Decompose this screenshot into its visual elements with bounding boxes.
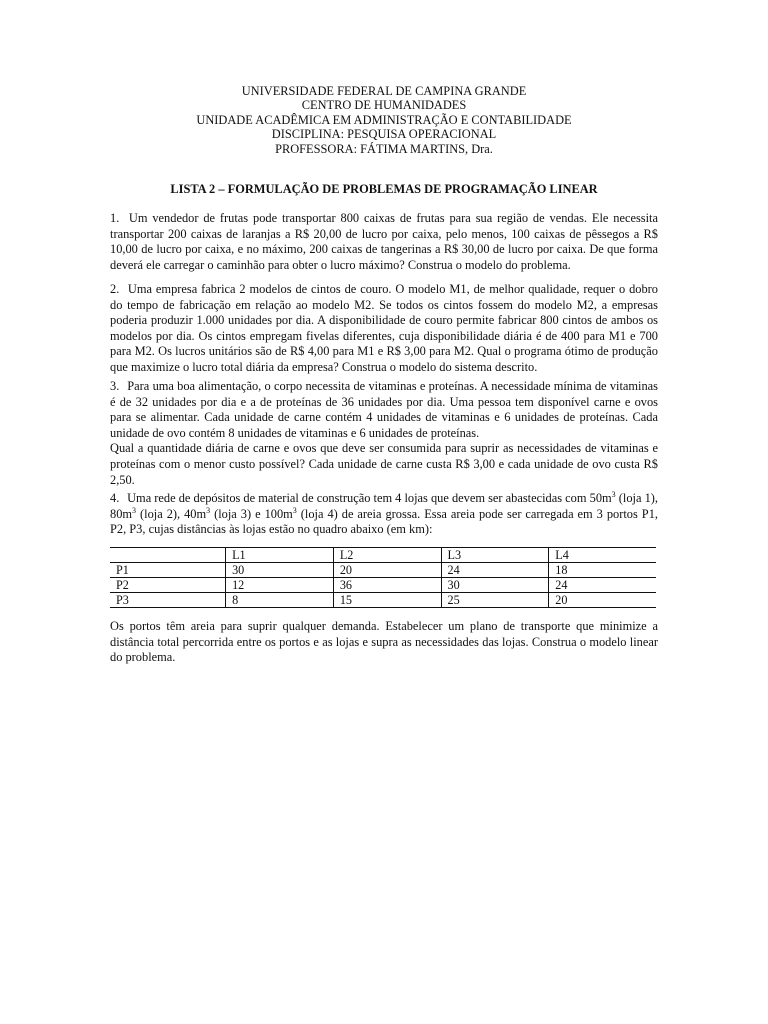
table-cell: 20 xyxy=(549,593,656,608)
problem-4-text-3: (loja 2), 40m xyxy=(136,506,207,521)
superscript-3: 3 xyxy=(292,505,297,515)
problem-3-text: Para uma boa alimentação, o corpo necessita de vitaminas e proteínas. A necessidade mínima de vitaminas é de 32 unidades por dia e a de proteínas de 36 unidades por dia. Uma pessoa tem disponível carne e ovos para se alimentar. Cada unidade de carne contém 4 unidades de vitaminas e 6 unidades de proteínas. Cada unidade de ovo contém 8 unidades de vitaminas e 6 unidades de proteínas. xyxy=(110,379,658,440)
problem-4-footer xyxy=(110,619,658,666)
header-professor: PROFESSORA: FÁTIMA MARTINS, Dra. xyxy=(275,141,493,156)
problem-4-number: 4. xyxy=(110,491,120,505)
table-cell: 24 xyxy=(441,563,549,578)
table-row xyxy=(110,578,656,593)
problem-1-text: Um vendedor de frutas pode transportar 800 caixas de frutas para sua região de vendas. Ele necessita transportar 200 caixas de laranjas a R$ 20,00 de lucro por caixa, pelo menos, 100 caixas de pêssegos a R$ 10,00 de lucro por caixa, e no máximo, 200 caixas de tangerinas a R$ 30,00 de lucro por caixa. De que forma deverá ele carregar o caminhão para obter o lucro máximo? Construa o modelo do problema. xyxy=(110,211,658,272)
document-title: LISTA 2 – FORMULAÇÃO DE PROBLEMAS DE PROGRAMAÇÃO LINEAR xyxy=(170,182,598,196)
table-header-cell: L3 xyxy=(441,548,549,563)
table-row-label: P3 xyxy=(110,593,226,608)
problem-1-number: 1. xyxy=(110,211,120,225)
problem-2-text: Uma empresa fabrica 2 modelos de cintos de couro. O modelo M1, de melhor qualidade, requer o dobro do tempo de fabricação em relação ao modelo M2. Se todos os cintos fossem do modelo M2, a empresas poderia produzir 1.000 unidades por dia. A disponibilidade de couro permite fabricar 800 cintos de ambos os modelos por dia. Os cintos empregam fivelas diferentes, cuja disponibilidade diária é de 400 para M1 e 700 para M2. Os lucros unitários são de R$ 4,00 para M1 e R$ 3,00 para M2. Qual o programa ótimo de produção que maximize o lucro total diária da empresa? Construa o modelo do sistema descrito. xyxy=(110,282,658,374)
table-cell: 30 xyxy=(441,578,549,593)
table-row-label: P2 xyxy=(110,578,226,593)
problem-4-text-5: (loja 4) de areia grossa. Essa areia pode ser carregada em 3 portos P1, P2, P3, cujas distâncias às lojas estão no quadro abaixo (em km): xyxy=(110,506,658,537)
superscript-3: 3 xyxy=(611,490,616,499)
problem-4-text-4: (loja 3) e 100m xyxy=(210,506,293,521)
table-cell: 30 xyxy=(226,563,334,578)
document-header xyxy=(0,84,768,156)
table-cell: 15 xyxy=(333,593,441,608)
table-row xyxy=(110,593,656,608)
problem-1 xyxy=(110,211,658,273)
table-cell: 24 xyxy=(549,578,656,593)
table-corner-cell xyxy=(110,548,226,563)
problem-4-footer-text: Os portos têm areia para suprir qualquer demanda. Estabelecer um plano de transporte que minimize a distância total percorrida entre os portos e as lojas e supra as necessidades das lojas. Construa o modelo linear do problema. xyxy=(110,619,658,665)
table-cell: 12 xyxy=(226,578,334,593)
problem-2-number: 2. xyxy=(110,282,120,296)
table-header-cell: L2 xyxy=(333,548,441,563)
problem-4 xyxy=(110,491,658,538)
problem-3-number: 3. xyxy=(110,379,120,393)
table-header-cell: L1 xyxy=(226,548,334,563)
problem-4-text-1: Uma rede de depósitos de material de construção tem 4 lojas que devem ser abastecidas com 50m xyxy=(127,491,612,505)
superscript-3: 3 xyxy=(206,505,211,515)
problem-3 xyxy=(110,379,658,488)
superscript-3: 3 xyxy=(132,505,137,515)
problem-3-question: Qual a quantidade diária de carne e ovos que deve ser consumida para suprir as necessidades de vitaminas e proteínas com o menor custo possível? Cada unidade de carne custa R$ 3,00 e cada unidade de ovo custa R$ 2,50. xyxy=(110,441,658,487)
header-center: CENTRO DE HUMANIDADES xyxy=(301,98,467,113)
table-cell: 25 xyxy=(441,593,549,608)
table-cell: 8 xyxy=(226,593,334,608)
distance-table xyxy=(110,547,656,608)
problem-4-text-2: (loja 1), 80m xyxy=(110,491,658,521)
table-row xyxy=(110,563,656,578)
header-unit: UNIDADE ACADÊMICA EM ADMINISTRAÇÃO E CONTABILIDADE xyxy=(196,112,572,127)
table-header-cell: L4 xyxy=(549,548,656,563)
table-cell: 20 xyxy=(333,563,441,578)
header-university: UNIVERSIDADE FEDERAL DE CAMPINA GRANDE xyxy=(241,84,527,98)
table-row-label: P1 xyxy=(110,563,226,578)
table-cell: 18 xyxy=(549,563,656,578)
table-header-row xyxy=(110,548,656,563)
table-cell: 36 xyxy=(333,578,441,593)
problem-2 xyxy=(110,282,658,376)
header-discipline: DISCIPLINA: PESQUISA OPERACIONAL xyxy=(271,127,497,142)
